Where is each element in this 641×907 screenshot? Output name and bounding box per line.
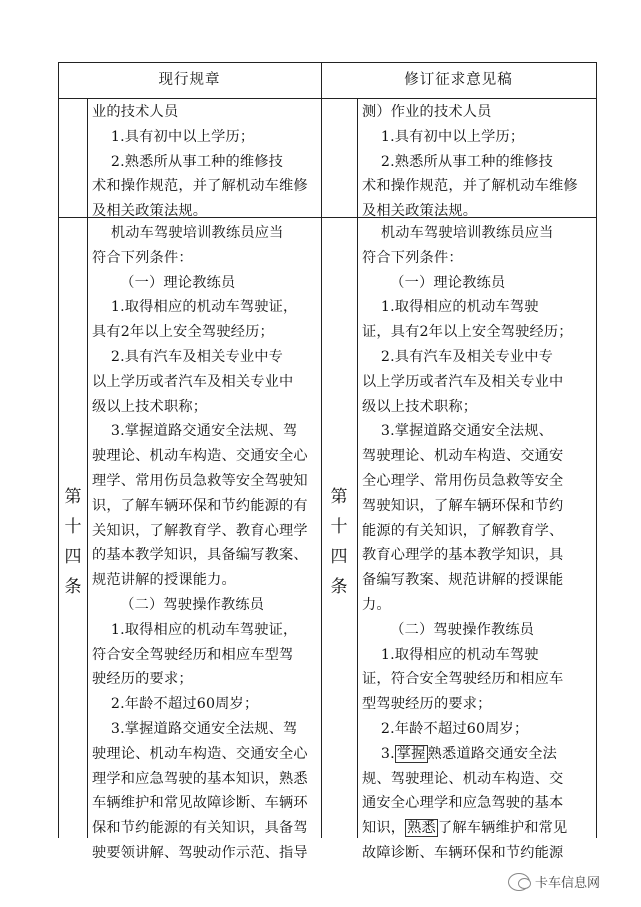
text-line bbox=[362, 816, 573, 841]
text-line: 1.取得相应的机动车驾驶证， bbox=[92, 299, 298, 316]
text-line: 全心理学、常用伤员急救等安全 bbox=[362, 472, 564, 489]
article-label-left bbox=[61, 482, 85, 602]
text-line: 3.掌握道路交通安全法规、驾 bbox=[92, 423, 298, 440]
article-label-char: 第 bbox=[64, 487, 82, 507]
text-line: 1.取得相应的机动车驾驶证， bbox=[92, 621, 298, 638]
table-border-left bbox=[58, 62, 59, 838]
text-line: 识，了解车辆环保和节约能源的有 bbox=[92, 497, 308, 514]
text-line: 保和节约能源的有关知识，具备驾 bbox=[92, 820, 308, 837]
row2-left-text bbox=[92, 221, 308, 866]
text-line: 机动车驾驶培训教练员应当 bbox=[362, 225, 554, 241]
text-line: 具有2年以上安全驾驶经历； bbox=[92, 324, 274, 341]
article-label-char: 十 bbox=[330, 517, 348, 537]
watermark bbox=[508, 872, 600, 891]
text-line: 理学、常用伤员急救等安全驾驶知 bbox=[92, 472, 308, 489]
watermark-text: 卡车信息网 bbox=[535, 876, 601, 891]
text-line: 测）作业的技术人员 bbox=[362, 104, 492, 120]
row2-right-text bbox=[362, 221, 573, 866]
text-line: 2.具有汽车及相关专业中专 bbox=[92, 348, 284, 365]
text-line: 备编写教案、规范讲解的授课能 bbox=[362, 572, 564, 589]
text-line: 教育心理学的基本教学知识，具 bbox=[362, 547, 564, 564]
text-segment: 知识， bbox=[362, 820, 406, 837]
text-line: 规、驾驶理论、机动车构造、交 bbox=[362, 770, 564, 787]
table-header-divider bbox=[58, 98, 596, 99]
table-column-divider bbox=[321, 62, 322, 838]
text-line: （二）驾驶操作教练员 bbox=[362, 621, 535, 638]
text-line: 符合下列条件： bbox=[92, 249, 193, 266]
text-line: 的基本教学知识，具备编写教案、 bbox=[92, 547, 308, 564]
text-line: 理学和应急驾驶的基本知识，熟悉 bbox=[92, 770, 308, 787]
boxed-revision-mark: 熟悉 bbox=[407, 820, 436, 837]
text-line: 级以上技术职称； bbox=[92, 398, 208, 415]
text-line: 型驾驶经历的要求； bbox=[362, 696, 492, 713]
boxed-revision-mark: 掌握 bbox=[396, 745, 426, 762]
article-label-char: 条 bbox=[330, 577, 348, 597]
text-line: 及相关政策法规。 bbox=[362, 203, 478, 220]
text-line: 1.具有初中以上学历； bbox=[362, 128, 525, 145]
text-line: （一）理论教练员 bbox=[92, 274, 236, 291]
text-line: 3.掌握道路交通安全法规、驾 bbox=[92, 720, 298, 737]
text-line: 2.年龄不超过60周岁； bbox=[92, 696, 259, 713]
text-line bbox=[362, 742, 573, 767]
text-line: 驶理论、机动车构造、交通安全心 bbox=[92, 745, 308, 762]
text-line: 故障诊断、车辆环保和节约能源 bbox=[362, 844, 564, 861]
text-line: 1.具有初中以上学历； bbox=[92, 128, 255, 145]
text-line: （二）驾驶操作教练员 bbox=[92, 596, 265, 613]
text-line: 驶经历的要求； bbox=[92, 671, 193, 688]
text-line: 规范讲解的授课能力。 bbox=[92, 572, 236, 589]
row1-left-text bbox=[92, 100, 308, 224]
text-line: 业的技术人员 bbox=[92, 104, 179, 120]
text-line: 证，符合安全驾驶经历和相应车 bbox=[362, 671, 564, 688]
text-line: 车辆维护和常见故障诊断、车辆环 bbox=[92, 795, 308, 812]
text-line: 以上学历或者汽车及相关专业中 bbox=[92, 373, 294, 390]
text-line: 及相关政策法规。 bbox=[92, 203, 208, 220]
text-line: 符合下列条件： bbox=[362, 249, 463, 266]
table-label-divider-right bbox=[357, 98, 358, 838]
text-line: 2.具有汽车及相关专业中专 bbox=[362, 348, 554, 365]
text-line: 证，具有2年以上安全驾驶经历； bbox=[362, 324, 573, 341]
text-line: 驾驶知识，了解车辆环保和节约 bbox=[362, 497, 564, 514]
text-line: 驶理论、机动车构造、交通安全心 bbox=[92, 448, 308, 465]
text-line: 2.熟悉所从事工种的维修技 bbox=[362, 153, 554, 170]
text-line: 符合安全驾驶经历和相应车型驾 bbox=[92, 646, 294, 663]
article-label-right bbox=[327, 482, 351, 602]
article-label-char: 十 bbox=[64, 517, 82, 537]
text-line: 力。 bbox=[362, 596, 391, 613]
article-label-char: 四 bbox=[64, 547, 82, 567]
article-label-char: 四 bbox=[330, 547, 348, 567]
wechat-icon bbox=[508, 873, 530, 891]
text-line: 1.取得相应的机动车驾驶 bbox=[362, 646, 539, 663]
row1-right-text bbox=[362, 100, 578, 224]
text-line: 以上学历或者汽车及相关专业中 bbox=[362, 373, 564, 390]
text-segment: 3. bbox=[362, 745, 395, 762]
header-current-rules: 现行规章 bbox=[158, 72, 221, 88]
text-line: 通安全心理学和应急驾驶的基本 bbox=[362, 795, 564, 812]
article-label-char: 第 bbox=[330, 487, 348, 507]
text-line: 2.熟悉所从事工种的维修技 bbox=[92, 153, 284, 170]
text-line: 术和操作规范，并了解机动车维修 bbox=[92, 178, 308, 195]
text-line: 驾驶理论、机动车构造、交通安 bbox=[362, 448, 564, 465]
text-line: 术和操作规范，并了解机动车维修 bbox=[362, 178, 578, 195]
text-line: 1.取得相应的机动车驾驶 bbox=[362, 299, 539, 316]
text-line: 机动车驾驶培训教练员应当 bbox=[92, 225, 284, 241]
text-line: 3.掌握道路交通安全法规、 bbox=[362, 423, 554, 440]
text-segment: 了解车辆维护和常见 bbox=[437, 820, 568, 837]
text-line: 2.年龄不超过60周岁； bbox=[362, 720, 529, 737]
text-line: 关知识，了解教育学、教育心理学 bbox=[92, 522, 308, 539]
table-border-right bbox=[596, 62, 597, 838]
text-segment: 熟悉道路交通安全法 bbox=[427, 745, 558, 762]
article-label-char: 条 bbox=[64, 577, 82, 597]
text-line: 级以上技术职称； bbox=[362, 398, 478, 415]
header-revision-draft: 修订征求意见稿 bbox=[404, 72, 513, 88]
text-line: （一）理论教练员 bbox=[362, 274, 506, 291]
text-line: 能源的有关知识，了解教育学、 bbox=[362, 522, 564, 539]
text-line: 驶要领讲解、驾驶动作示范、指导 bbox=[92, 844, 308, 861]
table-label-divider-left bbox=[87, 98, 88, 838]
